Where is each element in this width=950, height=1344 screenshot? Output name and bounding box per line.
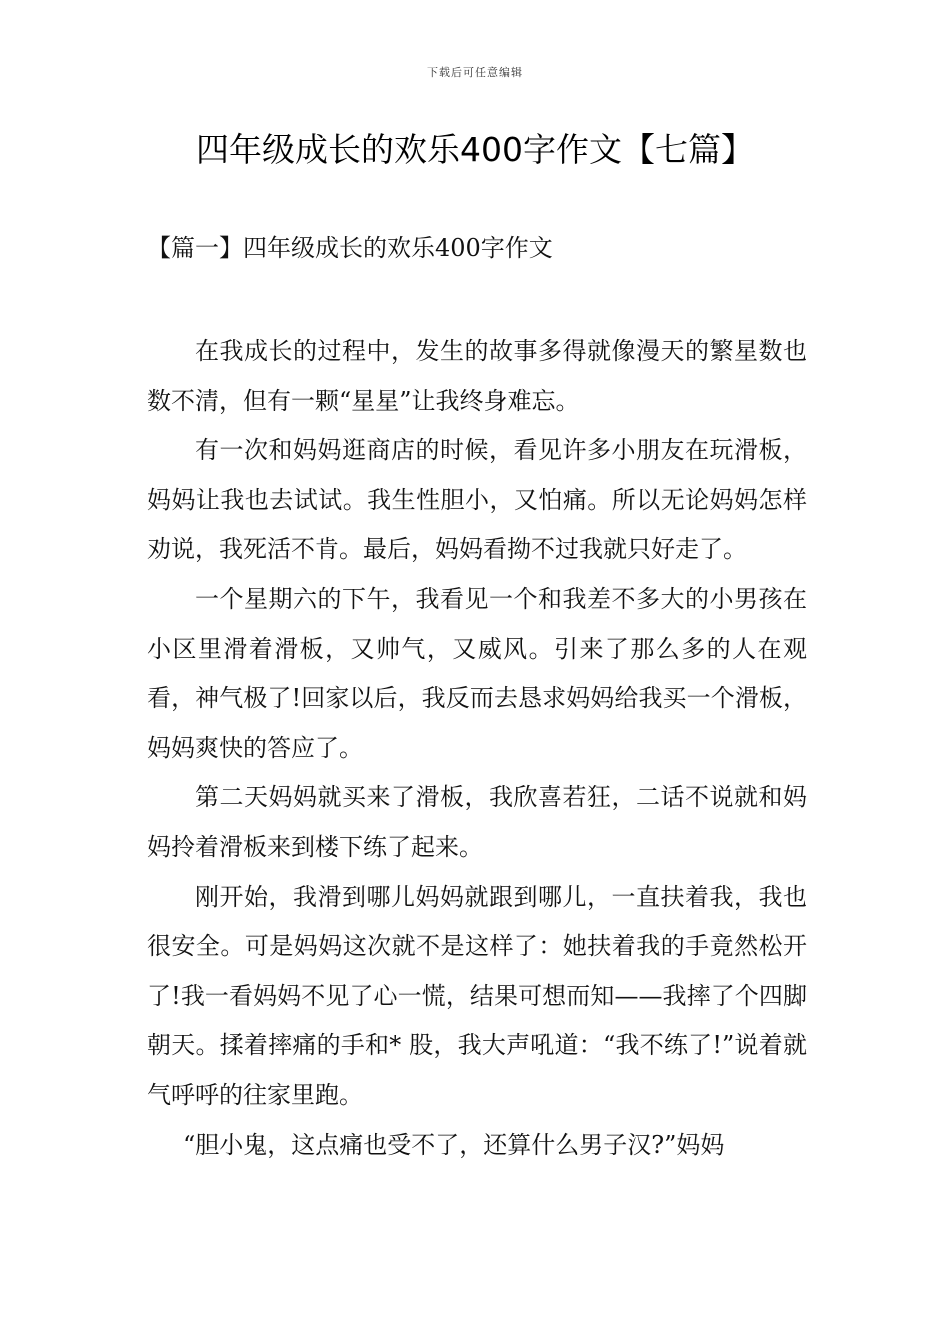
paragraph-1: 在我成长的过程中，发生的故事多得就像漫天的繁星数也数不清，但有一颗“星星”让我终身难忘。 <box>147 337 807 415</box>
header-note: 下载后可任意编辑 <box>427 66 523 79</box>
section-heading: 【篇一】四年级成长的欢乐400字作文 <box>147 234 553 262</box>
page-title: 四年级成长的欢乐400字作文【七篇】 <box>196 130 754 169</box>
article-body <box>147 327 807 1170</box>
paragraph-6: “胆小鬼，这点痛也受不了，还算什么男子汉?”妈妈 <box>183 1130 725 1159</box>
paragraph-5: 刚开始，我滑到哪儿妈妈就跟到哪儿，一直扶着我，我也很安全。可是妈妈这次就不是这样了：她扶着我的手竟然松开了!我一看妈妈不见了心一慌，结果可想而知——我摔了个四脚朝天。揉着摔痛的手和* 股，我大声吼道：“我不练了!”说着就气呼呼的往家里跑。 <box>147 882 807 1109</box>
paragraph-4: 第二天妈妈就买来了滑板，我欣喜若狂，二话不说就和妈妈拎着滑板来到楼下练了起来。 <box>147 783 807 861</box>
paragraph-2: 有一次和妈妈逛商店的时候，看见许多小朋友在玩滑板，妈妈让我也去试试。我生性胆小，又怕痛。所以无论妈妈怎样劝说，我死活不肯。最后，妈妈看拗不过我就只好走了。 <box>147 436 807 564</box>
paragraph-3: 一个星期六的下午，我看见一个和我差不多大的小男孩在小区里滑着滑板，又帅气，又威风。引来了那么多的人在观看，神气极了!回家以后，我反而去恳求妈妈给我买一个滑板，妈妈爽快的答应了。 <box>147 584 807 762</box>
